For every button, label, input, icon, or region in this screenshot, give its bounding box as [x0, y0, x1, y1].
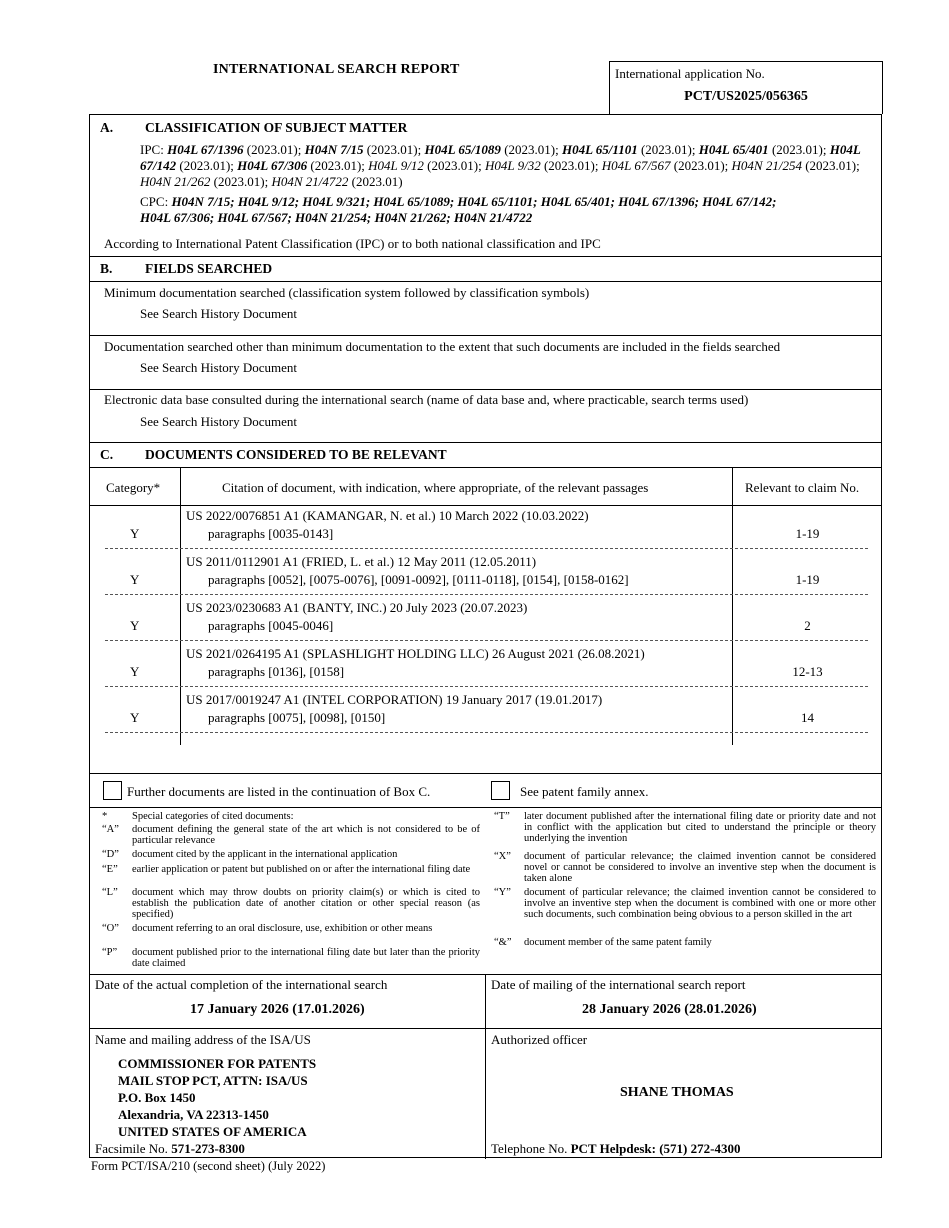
facsimile-number: 571-273-8300: [171, 1141, 245, 1156]
category-code: “D”: [102, 849, 119, 860]
completion-date-label: Date of the actual completion of the international search: [95, 977, 388, 992]
category-description: Special categories of cited documents:: [132, 811, 294, 822]
ipc-version: (2023.01): [543, 158, 595, 173]
ipc-code: H04N 21/254: [731, 158, 802, 173]
citation-passages: paragraphs [0075], [0098], [0150]: [208, 710, 386, 725]
cpc-codes-line2: H04L 67/306; H04L 67/567; H04N 21/254; H04N 21/262; H04N 21/4722: [140, 210, 533, 225]
isa-address-label: Name and mailing address of the ISA/US: [95, 1032, 311, 1047]
ipc-code: H04L 67/1396: [167, 142, 244, 157]
isa-address-line: UNITED STATES OF AMERICA: [118, 1124, 307, 1139]
cpc-classification: [140, 194, 880, 226]
citation-passages: paragraphs [0052], [0075-0076], [0091-0092], [0111-0118], [0154], [0158-0162]: [208, 572, 629, 587]
cpc-label: CPC:: [140, 194, 169, 209]
category-code: “T”: [494, 811, 510, 822]
category-description: later document published after the international filing date or priority date and not in conflict with the application but cited to understand the principle or theory underlying the invention: [524, 811, 876, 844]
citation-claims: 12-13: [792, 664, 823, 679]
telephone-number: PCT Helpdesk: (571) 272-4300: [570, 1141, 741, 1156]
ipc-version: (2023.01): [351, 174, 403, 189]
ipc-version: (2023.01): [640, 142, 692, 157]
divider: [90, 442, 881, 443]
electronic-database-value: See Search History Document: [140, 414, 298, 429]
facsimile: [95, 1141, 245, 1157]
patent-family-label: See patent family annex.: [520, 784, 649, 799]
citation-claims: 1-19: [795, 572, 820, 587]
citation-category: Y: [130, 664, 140, 679]
ipc-version: (2023.01): [673, 158, 725, 173]
ipc-label: IPC:: [140, 142, 164, 157]
ipc-code: H04N 21/4722: [271, 174, 349, 189]
row-divider: [105, 594, 868, 595]
divider: [90, 807, 881, 808]
divider: [90, 505, 881, 506]
isa-address-line: COMMISSIONER FOR PATENTS: [118, 1056, 317, 1071]
other-documentation-label: Documentation searched other than minimum documentation to the extent that such documents are included in the fields searched: [104, 339, 781, 354]
ipc-code: H04L 65/1089: [424, 142, 501, 157]
authorized-officer-label: Authorized officer: [491, 1032, 588, 1047]
citation-document: US 2021/0264195 A1 (SPLASHLIGHT HOLDING LLC) 26 August 2021 (26.08.2021): [186, 646, 645, 661]
category-description: document referring to an oral disclosure, use, exhibition or other means: [132, 923, 433, 934]
ipc-code: H04L 65/1101: [561, 142, 638, 157]
ipc-version: (2023.01): [427, 158, 479, 173]
section-c-title: DOCUMENTS CONSIDERED TO BE RELEVANT: [145, 447, 447, 462]
category-description: document defining the general state of the art which is not considered to be of particular relevance: [132, 824, 480, 846]
category-description: document of particular relevance; the claimed invention cannot be considered novel or cannot be considered to involve an inventive step when the document is taken alone: [524, 851, 876, 884]
ipc-version: (2023.01): [310, 158, 362, 173]
citation-claims: 2: [804, 618, 811, 633]
category-description: document cited by the applicant in the international application: [132, 849, 398, 860]
category-code: “A”: [102, 824, 119, 835]
ipc-code: H04N 21/262: [140, 174, 211, 189]
ipc-code: H04N 7/15: [304, 142, 364, 157]
ipc-code: H04L 9/12: [368, 158, 424, 173]
row-divider: [105, 686, 868, 687]
application-number: PCT/US2025/056365: [684, 89, 808, 104]
column-header-citation: Citation of document, with indication, where appropriate, of the relevant passages: [222, 480, 649, 495]
other-documentation-value: See Search History Document: [140, 360, 298, 375]
citation-document: US 2011/0112901 A1 (FRIED, L. et al.) 12 May 2011 (12.05.2011): [186, 554, 537, 569]
column-header-category: Category*: [106, 480, 161, 495]
ipc-classification: IPC: H04L 67/1396 (2023.01); H04N 7/15 (2023.01); H04L 65/1089 (2023.01); H04L 65/1101 (2023.01); H04L 65/401 (2023.01); H04L 67/142 (2023.01); H04L 67/306 (2023.01); H04L 9/12 (2023.01); H04L 9/32 (2023.01); H04L 67/567 (2023.01); H04N 21/254 (2023.01); H04N 21/262 (2023.01); H04N 21/4722 (2023.01): [140, 142, 861, 189]
authorized-officer-name: SHANE THOMAS: [620, 1085, 734, 1100]
minimum-documentation-value: See Search History Document: [140, 306, 298, 321]
isa-address-line: MAIL STOP PCT, ATTN: ISA/US: [118, 1073, 308, 1088]
divider: [90, 281, 881, 282]
citation-passages: paragraphs [0136], [0158]: [208, 664, 345, 679]
further-documents-checkbox[interactable]: [103, 781, 122, 800]
ipc-code: H04L 67/567: [601, 158, 671, 173]
row-divider: [105, 732, 868, 733]
ipc-version: (2023.01): [179, 158, 231, 173]
section-b-title: FIELDS SEARCHED: [145, 261, 273, 276]
facsimile-label: Facsimile No.: [95, 1141, 168, 1156]
citation-category: Y: [130, 618, 140, 633]
form-footer: Form PCT/ISA/210 (second sheet) (July 2022): [91, 1159, 326, 1173]
category-description: document of particular relevance; the claimed invention cannot be considered to involve an inventive step when the document is combined with one or more other such documents, such combination being obvious to a person skilled in the art: [524, 887, 876, 920]
divider: [90, 773, 881, 774]
application-number-label: International application No.: [615, 66, 765, 81]
category-description: document which may throw doubts on priority claim(s) or which is cited to establish the publication date of another citation or other special reason (as specified): [132, 887, 480, 920]
divider: [90, 467, 881, 468]
ipc-code: H04L 65/401: [698, 142, 769, 157]
column-divider: [732, 467, 733, 745]
column-divider: [180, 467, 181, 745]
minimum-documentation-label: Minimum documentation searched (classification system followed by classification symbols): [104, 285, 590, 300]
ipc-code: H04L 9/32: [484, 158, 541, 173]
ipc-version: (2023.01): [805, 158, 857, 173]
column-header-claims: Relevant to claim No.: [745, 480, 860, 495]
section-a-title: CLASSIFICATION OF SUBJECT MATTER: [145, 120, 408, 135]
ipc-code: H04L 67/306: [237, 158, 308, 173]
ipc-version: (2023.01): [771, 142, 823, 157]
row-divider: [105, 548, 868, 549]
row-divider: [105, 640, 868, 641]
category-code: “X”: [494, 851, 511, 862]
category-code: “P”: [102, 947, 118, 958]
citation-passages: paragraphs [0045-0046]: [208, 618, 334, 633]
citation-document: US 2022/0076851 A1 (KAMANGAR, N. et al.) 10 March 2022 (10.03.2022): [186, 508, 589, 523]
category-description: earlier application or patent but published on or after the international filing date: [132, 864, 471, 875]
category-code: “O”: [102, 923, 119, 934]
citation-category: Y: [130, 526, 140, 541]
column-divider: [485, 974, 486, 1159]
isa-address-line: Alexandria, VA 22313-1450: [118, 1107, 269, 1122]
category-description: document member of the same patent family: [524, 937, 712, 948]
divider: [90, 335, 881, 336]
ipc-version: (2023.01): [246, 142, 298, 157]
category-description: document published prior to the international filing date but later than the priority date claimed: [132, 947, 480, 969]
citation-category: Y: [130, 572, 140, 587]
section-c-letter: C.: [100, 447, 114, 462]
ipc-version: (2023.01): [213, 174, 265, 189]
ipc-according-note: According to International Patent Classification (IPC) or to both national classification and IPC: [104, 236, 601, 251]
report-body: [89, 114, 882, 1158]
category-code: “Y”: [494, 887, 511, 898]
telephone-label: Telephone No.: [491, 1141, 568, 1156]
report-title: INTERNATIONAL SEARCH REPORT: [213, 62, 460, 77]
cpc-codes-line1: H04N 7/15; H04L 9/12; H04L 9/321; H04L 65/1089; H04L 65/1101; H04L 65/401; H04L 67/1396; H04L 67/142;: [171, 194, 777, 209]
application-number-box: [609, 61, 883, 114]
category-code: “&”: [494, 937, 512, 948]
further-documents-label: Further documents are listed in the continuation of Box C.: [127, 784, 431, 799]
mailing-date-label: Date of mailing of the international search report: [491, 977, 746, 992]
citation-claims: 1-19: [795, 526, 820, 541]
category-code: “E”: [102, 864, 118, 875]
divider: [90, 256, 881, 257]
isa-address-line: P.O. Box 1450: [118, 1090, 196, 1105]
section-b-letter: B.: [100, 261, 113, 276]
electronic-database-label: Electronic data base consulted during the international search (name of data base and, where practicable, search terms used): [104, 392, 749, 407]
citation-passages: paragraphs [0035-0143]: [208, 526, 334, 541]
ipc-version: (2023.01): [504, 142, 556, 157]
citation-document: US 2023/0230683 A1 (BANTY, INC.) 20 July 2023 (20.07.2023): [186, 600, 528, 615]
divider: [90, 389, 881, 390]
divider: [90, 1028, 881, 1029]
category-code: *: [102, 811, 108, 822]
citation-claims: 14: [801, 710, 814, 725]
ipc-code: H04L 67/142: [140, 142, 861, 173]
category-code: “L”: [102, 887, 118, 898]
section-a-letter: A.: [100, 120, 114, 135]
citation-category: Y: [130, 710, 140, 725]
telephone: [491, 1141, 740, 1157]
citation-document: US 2017/0019247 A1 (INTEL CORPORATION) 19 January 2017 (19.01.2017): [186, 692, 603, 707]
mailing-date: 28 January 2026 (28.01.2026): [582, 1002, 757, 1017]
ipc-version: (2023.01): [366, 142, 418, 157]
patent-family-checkbox[interactable]: [491, 781, 510, 800]
completion-date: 17 January 2026 (17.01.2026): [190, 1002, 365, 1017]
